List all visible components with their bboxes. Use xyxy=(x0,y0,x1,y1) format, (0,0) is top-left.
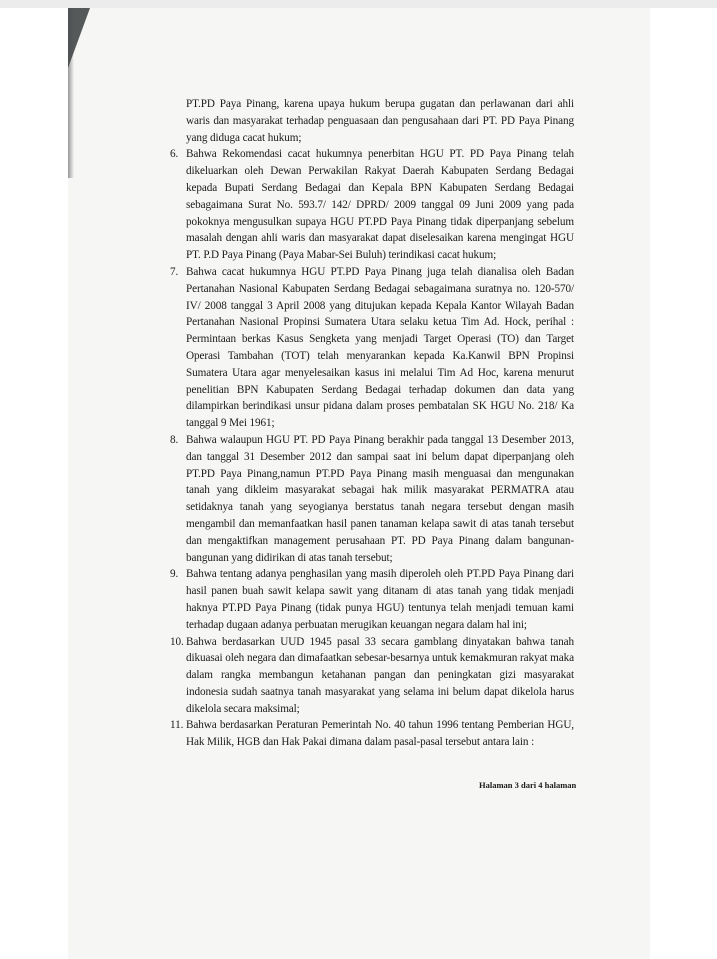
viewer-top-bar xyxy=(0,0,717,8)
list-item-text: Bahwa cacat hukumnya HGU PT.PD Paya Pinang juga telah dianalisa oleh Badan Pertanahan Nasional Kabupaten Serdang Bedagai sebagaimana suratnya no. 120-570/ IV/ 2008 tanggal 3 April 2008 yang ditujukan kepada Kepala Kantor Wilayah Badan Pertanahan Nasional Propinsi Sumatera Utara selaku ketua Tim Ad. Hock, perihal : Permintaan berkas Kasus Sengketa yang menjadi Target Operasi (TO) dan Target Operasi Tambahan (TOT) telah menyarankan kepada Ka.Kanwil BPN Propinsi Sumatera Utara agar menyelesaikan kasus ini melalui Tim Ad Hoc, karena menurut penelitian BPN Kabupaten Serdang Bedagai terhadap dokumen dan data yang dilampirkan berindikasi unsur pidana dalam proses pembatalan SK HGU No. 218/ Ka tanggal 9 Mei 1961; xyxy=(186,265,574,430)
page-footer: Halaman 3 dari 4 halaman xyxy=(479,780,577,790)
document-page xyxy=(68,8,650,959)
list-item-text: Bahwa walaupun HGU PT. PD Paya Pinang berakhir pada tanggal 13 Desember 2013, dan tanggal 31 Desember 2012 dan sampai saat ini belum dapat diperpanjang oleh PT.PD Paya Pinang,namun PT.PD Paya Pinang masih menguasai dan mengunakan tanah yang dikleim masyarakat sebagai hak milik masyarakat PERMATRA atau setidaknya tanah yang seyogianya berstatus tanah negara tersebut dengan masih mengambil dan memanfaatkan hasil panen tanaman kelapa sawit di atas tanah tersebut dan mengaktifkan management perusahaan PT. PD Paya Pinang dalam bangunan-bangunan yang didirikan di atas tanah tersebut; xyxy=(186,433,574,564)
list-item-text: Bahwa berdasarkan Peraturan Pemerintah No. 40 tahun 1996 tentang Pemberian HGU, Hak Milik, HGB dan Hak Pakai dimana dalam pasal-pasal tersebut antara lain : xyxy=(186,719,574,749)
list-item-number: 8. xyxy=(170,433,179,446)
list-item-text: Bahwa berdasarkan UUD 1945 pasal 33 secara gamblang dinyatakan bahwa tanah dikuasai oleh negara dan dimafaatkan sebesar-besarnya untuk kemakmuran rakyat maka dalam rangka membangun ketahanan pangan dan peningkatan gizi masyarakat indonesia sudah saatnya tanah masyarakat yang selama ini belum dapat dikelola harus dikelola secara maksimal; xyxy=(186,635,574,715)
list-item-number: 6. xyxy=(170,148,179,161)
list-item-number: 10. xyxy=(170,635,184,648)
list-item xyxy=(170,566,574,633)
intro-paragraph: PT.PD Paya Pinang, karena upaya hukum berupa gugatan dan perlawanan dari ahli waris dan masyarakat terhadap penguasaan dan pengusahaan dari PT. PD Paya Pinang yang diduga cacat hukum; xyxy=(186,98,574,144)
list-item xyxy=(170,717,574,751)
list-item-number: 11. xyxy=(170,719,184,732)
list-item xyxy=(170,146,574,264)
list-item-number: 7. xyxy=(170,265,179,278)
document-body xyxy=(170,96,574,751)
page-edge-shadow xyxy=(68,8,74,178)
list-item-number: 9. xyxy=(170,568,179,581)
list-item xyxy=(170,264,574,432)
list-item-text: Bahwa Rekomendasi cacat hukumnya penerbitan HGU PT. PD Paya Pinang telah dikeluarkan oleh Dewan Perwakilan Rakyat Daerah Kabupaten Serdang Bedagai kepada Bupati Serdang Bedagai dan Kepala BPN Kabupaten Serdang Bedagai sebagaimana Surat No. 593.7/ 142/ DPRD/ 2009 tanggal 09 Juni 2009 yang pada pokoknya mengusulkan supaya HGU PT.PD Paya Pinang tidak diperpanjang sebelum masalah dengan ahli waris dan masyarakat dapat diselesaikan karena mengingat HGU PT. P.D Paya Pinang (Paya Mabar-Sei Buluh) terindikasi cacat hukum; xyxy=(186,148,574,262)
list-item xyxy=(170,634,574,718)
list-item-text: Bahwa tentang adanya penghasilan yang masih diperoleh oleh PT.PD Paya Pinang dari hasil panen buah sawit kelapa sawit yang ditanam di atas tanah yang tidak menjadi haknya PT.PD Paya Pinang (tidak punya HGU) tentunya telah menjadi temuan kami terhadap dugaan adanya perbuatan merugikan keuangan negara dalam hal ini; xyxy=(186,568,574,631)
list-item xyxy=(170,432,574,566)
